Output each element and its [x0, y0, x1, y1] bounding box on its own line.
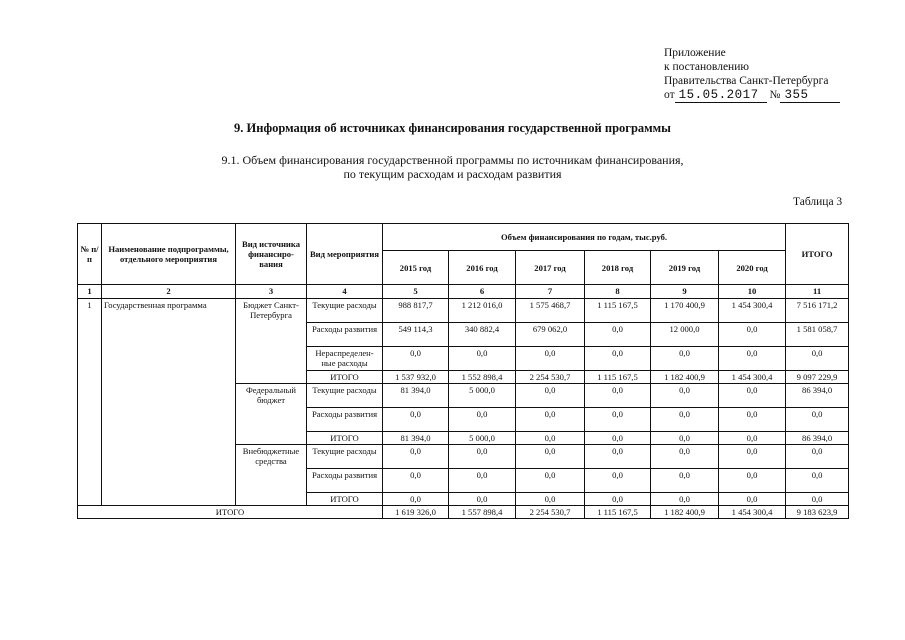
expense-type: ИТОГО: [307, 493, 383, 506]
value-cell: 0,0: [516, 469, 585, 493]
value-cell: 1 454 300,4: [719, 506, 786, 519]
header-year: 2015 год: [383, 251, 449, 285]
value-cell: 0,0: [719, 408, 786, 432]
value-cell: 0,0: [585, 323, 651, 347]
value-cell: 0,0: [585, 445, 651, 469]
table-body: [78, 299, 849, 519]
value-cell: 1 115 167,5: [585, 299, 651, 323]
value-cell: 86 394,0: [786, 384, 849, 408]
expense-type: Расходы развития: [307, 323, 383, 347]
funding-source: Федеральный бюджет: [236, 384, 307, 445]
col-number: 6: [449, 285, 516, 299]
table-row: [78, 299, 849, 323]
value-cell: 549 114,3: [383, 323, 449, 347]
value-cell: 2 254 530,7: [516, 506, 585, 519]
resolution-date: 15.05.2017: [675, 88, 767, 103]
value-cell: 5 000,0: [449, 384, 516, 408]
expense-type: Текущие расходы: [307, 384, 383, 408]
expense-type: Текущие расходы: [307, 445, 383, 469]
subheading-line-1: 9.1. Объем финансирования государственной программы по источникам финансирования,: [221, 153, 684, 167]
value-cell: 0,0: [449, 493, 516, 506]
header-year: 2017 год: [516, 251, 585, 285]
header-name: Наименование подпрограммы, отдельного мероприятия: [102, 224, 236, 285]
value-cell: 0,0: [719, 384, 786, 408]
financing-table: [77, 223, 849, 519]
value-cell: 1 454 300,4: [719, 371, 786, 384]
value-cell: 9 183 623,9: [786, 506, 849, 519]
col-number: 5: [383, 285, 449, 299]
col-number: 11: [786, 285, 849, 299]
expense-type: Расходы развития: [307, 408, 383, 432]
col-number: 9: [651, 285, 719, 299]
value-cell: 1 557 898,4: [449, 506, 516, 519]
value-cell: 1 552 898,4: [449, 371, 516, 384]
col-number: 1: [78, 285, 102, 299]
expense-type: Текущие расходы: [307, 299, 383, 323]
header-volume: Объем финансирования по годам, тыс.руб.: [383, 224, 786, 251]
value-cell: 0,0: [651, 445, 719, 469]
value-cell: 9 097 229,9: [786, 371, 849, 384]
funding-source: Внебюджетные средства: [236, 445, 307, 506]
header-source: Вид источника финансиро-вания: [236, 224, 307, 285]
grand-total-row: [78, 506, 849, 519]
subsection-heading: [0, 153, 905, 181]
value-cell: 1 454 300,4: [719, 299, 786, 323]
row-number: 1: [78, 299, 102, 506]
value-cell: 0,0: [383, 445, 449, 469]
number-prefix: №: [769, 89, 781, 101]
value-cell: 1 182 400,9: [651, 371, 719, 384]
value-cell: 0,0: [516, 384, 585, 408]
value-cell: 0,0: [585, 384, 651, 408]
program-name: Государственная программа: [102, 299, 236, 506]
value-cell: 0,0: [516, 408, 585, 432]
value-cell: 0,0: [516, 493, 585, 506]
appendix-line-3: Правительства Санкт-Петербурга: [664, 75, 829, 87]
funding-source: Бюджет Санкт-Петербурга: [236, 299, 307, 384]
appendix-line-1: Приложение: [664, 47, 726, 59]
value-cell: 86 394,0: [786, 432, 849, 445]
value-cell: 0,0: [651, 408, 719, 432]
col-number: 3: [236, 285, 307, 299]
value-cell: 0,0: [585, 432, 651, 445]
value-cell: 1 115 167,5: [585, 506, 651, 519]
value-cell: 0,0: [585, 408, 651, 432]
value-cell: 0,0: [516, 432, 585, 445]
header-total: ИТОГО: [786, 224, 849, 285]
value-cell: 81 394,0: [383, 432, 449, 445]
value-cell: 1 212 016,0: [449, 299, 516, 323]
header-year: 2018 год: [585, 251, 651, 285]
value-cell: 0,0: [449, 445, 516, 469]
value-cell: 0,0: [516, 347, 585, 371]
header-type: Вид мероприятия: [307, 224, 383, 285]
col-number: 4: [307, 285, 383, 299]
value-cell: 0,0: [651, 432, 719, 445]
value-cell: 0,0: [585, 347, 651, 371]
value-cell: 1 619 326,0: [383, 506, 449, 519]
appendix-line-2: к постановлению: [664, 61, 749, 73]
value-cell: 679 062,0: [516, 323, 585, 347]
col-number: 8: [585, 285, 651, 299]
col-number: 10: [719, 285, 786, 299]
value-cell: 0,0: [719, 493, 786, 506]
value-cell: 1 581 058,7: [786, 323, 849, 347]
value-cell: 0,0: [516, 445, 585, 469]
table-label: Таблица 3: [793, 196, 843, 208]
col-number: 7: [516, 285, 585, 299]
section-heading: 9. Информация об источниках финансирования государственной программы: [234, 121, 671, 135]
value-cell: 0,0: [719, 445, 786, 469]
value-cell: 0,0: [449, 469, 516, 493]
value-cell: 12 000,0: [651, 323, 719, 347]
col-number: 2: [102, 285, 236, 299]
value-cell: 340 882,4: [449, 323, 516, 347]
date-prefix: от: [664, 89, 675, 101]
value-cell: 0,0: [651, 469, 719, 493]
value-cell: 988 817,7: [383, 299, 449, 323]
expense-type: Расходы развития: [307, 469, 383, 493]
value-cell: 0,0: [786, 347, 849, 371]
value-cell: 0,0: [719, 469, 786, 493]
value-cell: 0,0: [786, 469, 849, 493]
value-cell: 0,0: [585, 469, 651, 493]
value-cell: 1 182 400,9: [651, 506, 719, 519]
value-cell: 0,0: [719, 323, 786, 347]
value-cell: 0,0: [786, 493, 849, 506]
subheading-line-2: по текущим расходам и расходам развития: [343, 167, 562, 181]
value-cell: 0,0: [383, 493, 449, 506]
value-cell: 0,0: [651, 384, 719, 408]
value-cell: 7 516 171,2: [786, 299, 849, 323]
value-cell: 0,0: [449, 347, 516, 371]
value-cell: 0,0: [383, 408, 449, 432]
appendix-block: [664, 46, 840, 103]
expense-type: ИТОГО: [307, 432, 383, 445]
value-cell: 1 537 932,0: [383, 371, 449, 384]
grand-total-label: ИТОГО: [78, 506, 383, 519]
header-year: 2019 год: [651, 251, 719, 285]
value-cell: 1 170 400,9: [651, 299, 719, 323]
value-cell: 0,0: [786, 445, 849, 469]
value-cell: 0,0: [383, 347, 449, 371]
value-cell: 0,0: [719, 432, 786, 445]
value-cell: 5 000,0: [449, 432, 516, 445]
value-cell: 0,0: [651, 347, 719, 371]
resolution-number: 355: [780, 88, 840, 103]
expense-type: ИТОГО: [307, 371, 383, 384]
value-cell: 0,0: [449, 408, 516, 432]
value-cell: 0,0: [383, 469, 449, 493]
value-cell: 0,0: [585, 493, 651, 506]
expense-type: Нераспределен-ные расходы: [307, 347, 383, 371]
header-num: № п/п: [78, 224, 102, 285]
header-year: 2020 год: [719, 251, 786, 285]
appendix-date-line: [664, 88, 840, 103]
value-cell: 0,0: [719, 347, 786, 371]
header-year: 2016 год: [449, 251, 516, 285]
value-cell: 0,0: [651, 493, 719, 506]
value-cell: 0,0: [786, 408, 849, 432]
value-cell: 81 394,0: [383, 384, 449, 408]
value-cell: 2 254 530,7: [516, 371, 585, 384]
value-cell: 1 575 468,7: [516, 299, 585, 323]
value-cell: 1 115 167,5: [585, 371, 651, 384]
